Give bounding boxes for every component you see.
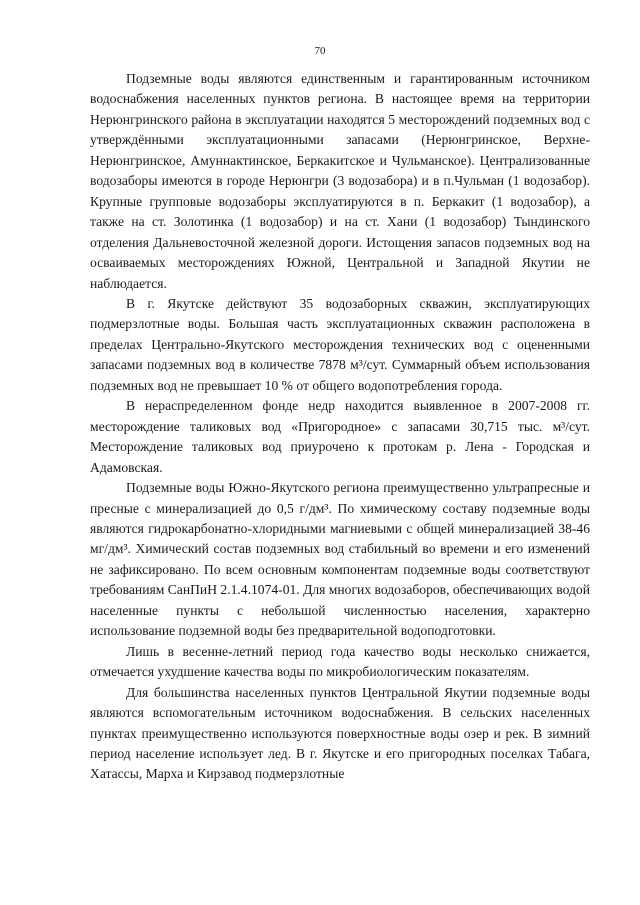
paragraph-seasonal-quality: Лишь в весенне-летний период года качество воды несколько снижается, отмечается ухудшение качества воды по микробиологическим показателям. [90,643,590,680]
paragraph-groundwater-sources: Подземные воды являются единственным и гарантированным источником водоснабжения населенных пунктов региона. В настоящее время на территории Нерюнгринского района в эксплуатации находятся 5 месторождений подземных вод с утверждёнными эксплуатационными запасами (Нерюнгринское, Верхне-Нерюнгринское, Амуннактинское, Беркакитское и Чульманское). Централизованные водозаборы имеются в городе Нерюнгри (3 водозабора) и в п.Чульман (1 водозабор). Крупные групповые водозаборы эксплуатируются в п. Беркакит (1 водозабор), а также на ст. Золотинка (1 водозабор) и на ст. Хани (1 водозабор) Тындинского отделения Дальневосточной железной дороги. Истощения запасов подземных вод на осваиваемых месторождениях Южной, Центральной и Западной Якутии не наблюдается. [90,71,590,291]
paragraph-yakutsk-wells: В г. Якутске действуют 35 водозаборных скважин, эксплуатирующих подмерзлотные воды. Большая часть эксплуатационных скважин расположена в пределах Центрально-Якутского месторождения технических вод с оцененными запасами подземных вод в количестве 7878 м³/сут. Суммарный объем использования подземных вод не превышает 10 % от общего водопотребления города. [90,295,590,393]
paragraph-prigorodnoe-deposit: В нераспределенном фонде недр находится выявленное в 2007-2008 гг. месторождение таликовых вод «Пригородное» с запасами 30,715 тыс. м³/сут. Месторождение таликовых вод приурочено к протокам р. Лена - Городская и Адамовская. [90,398,590,475]
paragraph-central-yakutia: Для большинства населенных пунктов Центральной Якутии подземные воды являются вспомогательным источником водоснабжения. В сельских населенных пунктах преимущественно используются поверхностные воды озер и рек. В зимний период население использует лед. В г. Якутске и его пригородных поселках Табага, Хатассы, Марха и Кирзавод подмерзлотные [90,684,590,782]
page-number: 70 [314,45,326,57]
body-text [90,69,590,785]
paragraph-south-yakutia-chemistry: Подземные воды Южно-Якутского региона преимущественно ультрапресные и пресные с минерализацией до 0,5 г/дм³. По химическому составу подземные воды являются гидрокарбонатно-хлоридными магниевыми с общей минерализацией 38-46 мг/дм³. Химический состав подземных вод стабильный во времени и его изменений не зафиксировано. По всем основным компонентам подземные воды соответствуют требованиям СанПиН 2.1.4.1074-01. Для многих водозаборов, обеспечивающих водой населенные пункты с небольшой численностью населения, характерно использование подземной воды без предварительной водоподготовки. [90,480,591,639]
